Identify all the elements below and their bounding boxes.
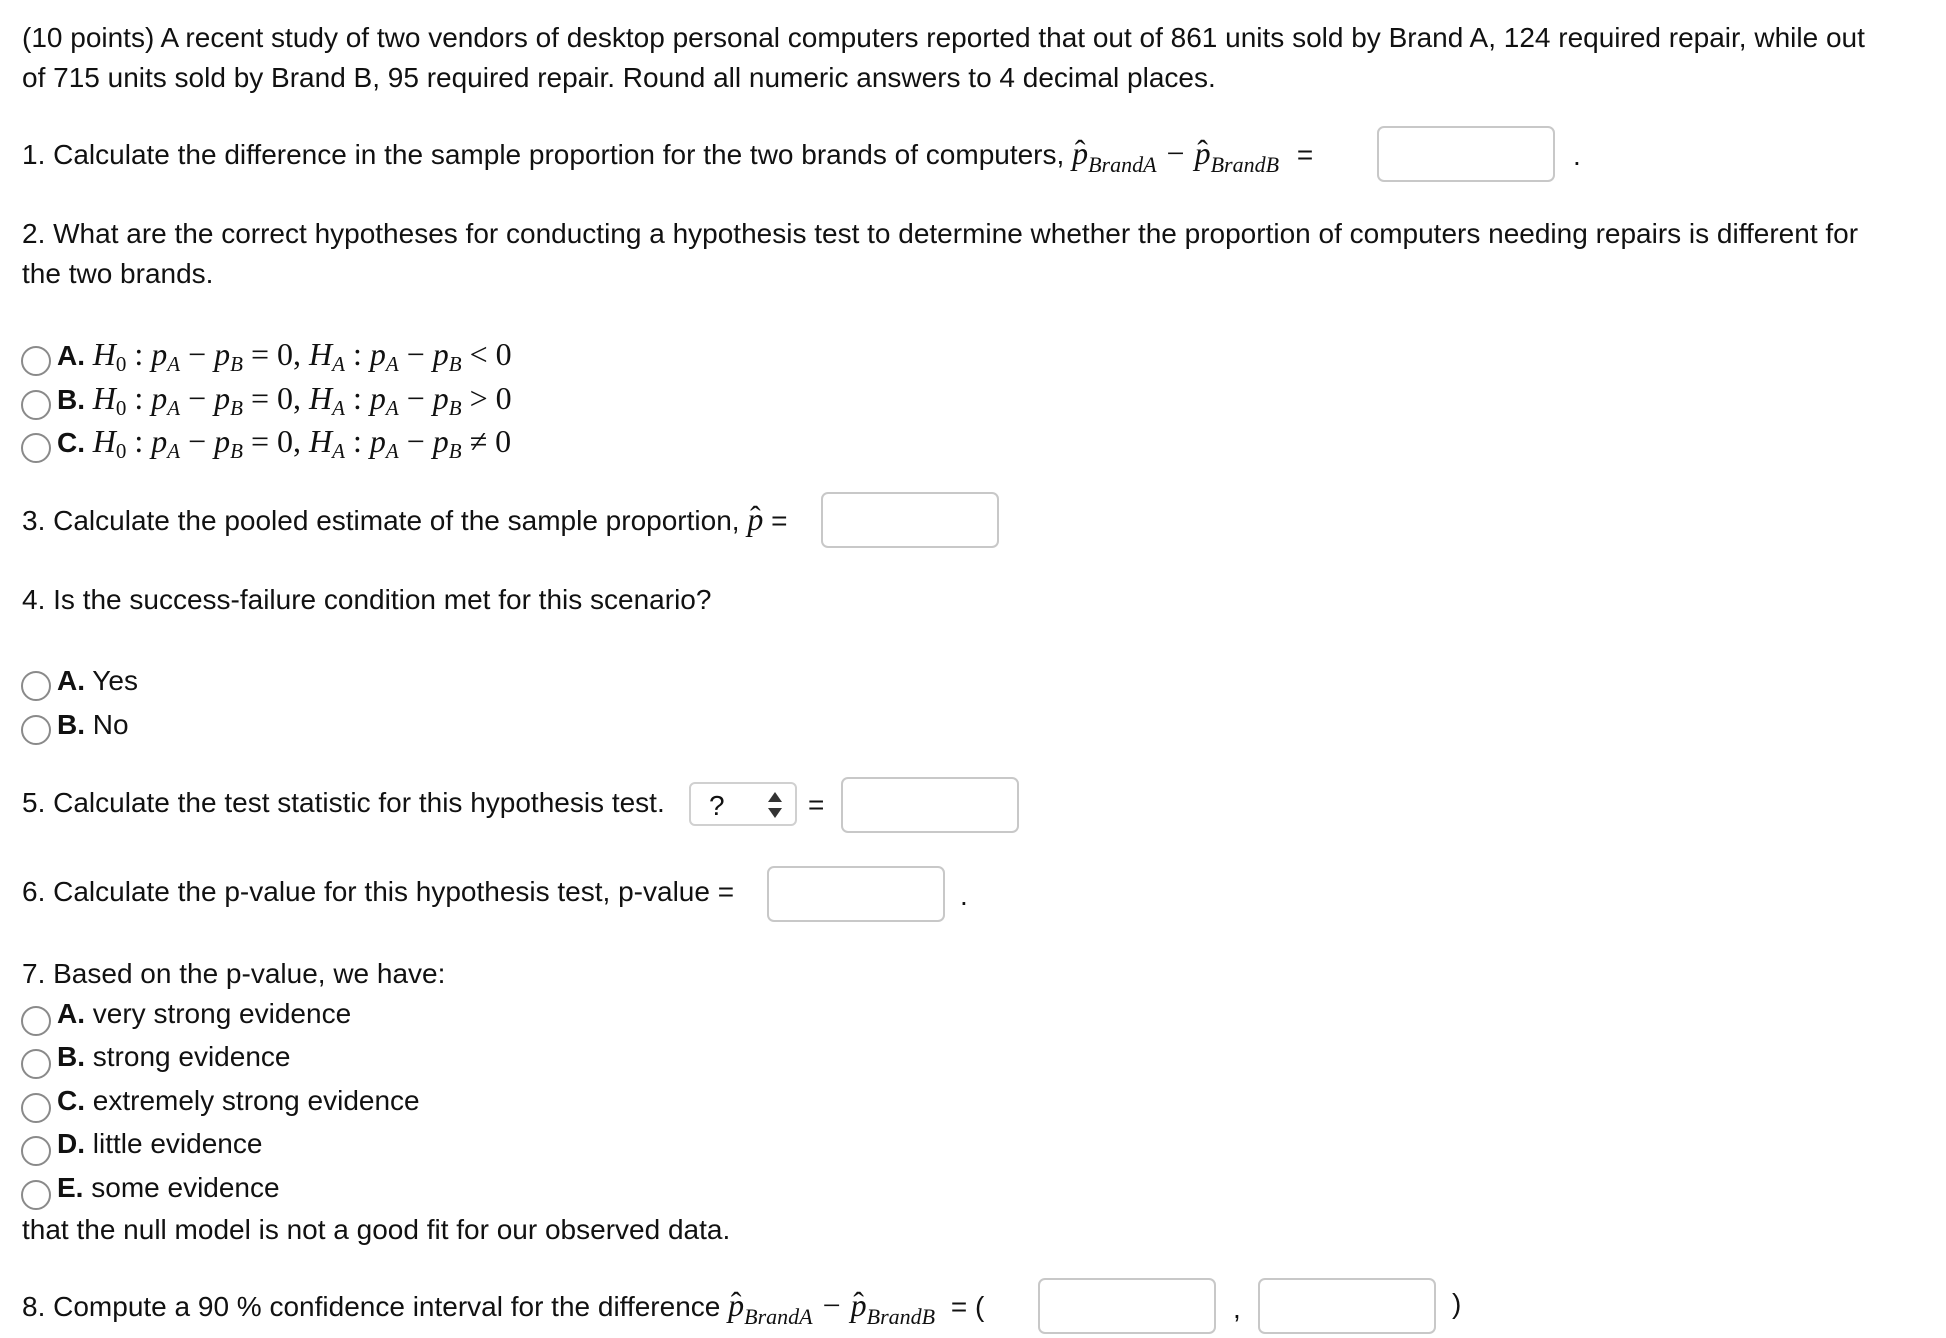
select-value: ? [709,790,725,821]
q7-option-b-radio[interactable] [21,1049,51,1079]
hypothesis-math: $H_0$ : $p_A - p_B = 0$, $H_A$ : $p_A - p_B \ne 0$ [92,423,512,463]
q3-equals: = [771,505,788,536]
hypothesis-math: $H_0$ : $p_A - p_B = 0$, $H_A$ : $p_A - p_B < 0$ [92,336,512,376]
q5-text: 5. Calculate the test statistic for this hypothesis test. [22,787,665,818]
option-letter: A. [57,665,85,696]
q7-option-e-radio[interactable] [21,1180,51,1210]
option-letter: B. [57,709,85,740]
q2-option-c-radio[interactable] [21,433,51,463]
option-letter: B. [57,1041,85,1072]
q1-period: . [1573,140,1581,171]
q1-sub-a: BrandA [1088,152,1157,177]
q7-option-d-radio[interactable] [21,1136,51,1166]
option-letter: A. [57,340,85,371]
p-hat-symbol: ̂ p [728,1285,744,1325]
q6-text: 6. Calculate the p-value for this hypothesis test, p-value = [22,876,735,907]
q7-option-b[interactable] [57,1037,290,1077]
q7-option-c-radio[interactable] [21,1093,51,1123]
intro-line-2: of 715 units sold by Brand B, 95 required repair. Round all numeric answers to 4 decimal places. [22,62,1216,93]
option-label: little evidence [92,1128,263,1159]
option-label: No [92,709,129,740]
q7-tail: that the null model is not a good fit for our observed data. [22,1214,731,1245]
option-letter: B. [57,384,85,415]
up-down-arrows-icon [767,790,783,820]
q8-sub-a: BrandA [744,1304,813,1329]
option-letter: C. [57,1085,85,1116]
q8-close: ) [1452,1288,1462,1319]
q7-text: 7. Based on the p-value, we have: [22,958,446,989]
q2-option-a-radio[interactable] [21,346,51,376]
q5-equals: = [808,789,825,820]
hypothesis-math: $H_0$ : $p_A - p_B = 0$, $H_A$ : $p_A - p_B > 0$ [92,380,512,420]
option-letter: C. [57,427,85,458]
p-hat-symbol: ̂ p [1072,133,1088,173]
q1-sub-b: BrandB [1210,152,1280,177]
q8-comma: , [1233,1293,1241,1324]
option-label: strong evidence [92,1041,291,1072]
option-label: Yes [92,665,138,696]
q1-prompt [22,133,1313,175]
q6-period: . [960,880,968,911]
option-label: very strong evidence [92,998,352,1029]
q1-answer-input[interactable] [1377,126,1555,182]
q1-text: 1. Calculate the difference in the sample proportion for the two brands of computers, [22,139,1065,170]
q2-option-c[interactable] [57,421,511,463]
q5-answer-input[interactable] [841,777,1019,833]
minus-sign: − [822,1287,841,1323]
q2-option-b[interactable] [57,378,512,420]
option-letter: A. [57,998,85,1029]
q8-text: 8. Compute a 90 % confidence interval for the difference [22,1291,721,1322]
q2-line-2: the two brands. [22,258,214,289]
q8-upper-bound-input[interactable] [1258,1278,1436,1334]
q2-line-1: 2. What are the correct hypotheses for conducting a hypothesis test to determine whether the proportion of computers needing repairs is different for [22,218,1859,249]
option-letter: E. [57,1172,84,1203]
relation-lt: < [469,336,488,372]
q7-option-a-radio[interactable] [21,1006,51,1036]
option-letter: D. [57,1128,85,1159]
q4-option-b-radio[interactable] [21,715,51,745]
p-hat-symbol: ̂ p [1195,133,1211,173]
q4-text: 4. Is the success-failure condition met for this scenario? [22,584,712,615]
q3-text: 3. Calculate the pooled estimate of the sample proportion, [22,505,740,536]
q7-option-c[interactable] [57,1081,420,1121]
q3-prompt [22,499,787,541]
intro-line-1: (10 points) A recent study of two vendors of desktop personal computers reported that out of 861 units sold by Brand A, 124 required repair, while out [22,22,1865,53]
q3-answer-input[interactable] [821,492,999,548]
relation-gt: > [469,380,488,416]
q8-sub-b: BrandB [866,1304,936,1329]
option-label: some evidence [91,1172,280,1203]
q6-answer-input[interactable] [767,866,945,922]
test-statistic-select[interactable] [689,782,797,826]
q4-option-a[interactable] [57,661,138,701]
q8-open: = ( [950,1291,985,1322]
minus-sign: − [1166,135,1185,171]
p-hat-symbol: ̂ p [851,1285,867,1325]
q4-option-a-radio[interactable] [21,671,51,701]
q2-option-b-radio[interactable] [21,390,51,420]
q1-equals: = [1296,139,1314,170]
relation-neq: ≠ [469,423,488,459]
q8-prompt [22,1285,984,1327]
option-label: extremely strong evidence [92,1085,420,1116]
q7-option-e[interactable] [57,1168,280,1208]
q8-lower-bound-input[interactable] [1038,1278,1216,1334]
q7-option-d[interactable] [57,1124,262,1164]
p-hat-symbol: ̂ p [747,499,763,539]
q2-option-a[interactable] [57,334,512,376]
q4-option-b[interactable] [57,705,129,745]
q7-option-a[interactable] [57,994,351,1034]
